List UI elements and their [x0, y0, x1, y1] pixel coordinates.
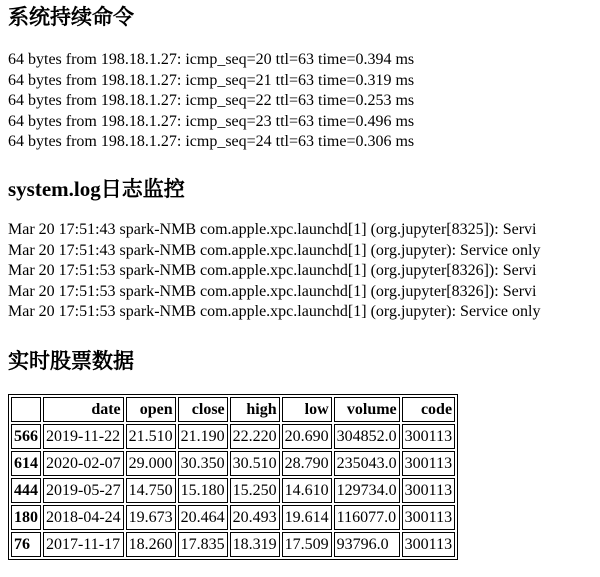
cell-volume: 304852.0 — [334, 424, 400, 449]
ping-line: 64 bytes from 198.18.1.27: icmp_seq=23 ttl=63 time=0.496 ms — [8, 112, 415, 130]
cell-close: 30.350 — [178, 451, 228, 476]
ping-line: 64 bytes from 198.18.1.27: icmp_seq=21 ttl=63 time=0.319 ms — [8, 71, 415, 89]
stock-section-title: 实时股票数据 — [8, 349, 134, 373]
cell-code: 300113 — [402, 451, 455, 476]
ping-line: 64 bytes from 198.18.1.27: icmp_seq=20 ttl=63 time=0.394 ms — [8, 51, 415, 68]
log-output — [8, 220, 540, 323]
table-row — [11, 451, 455, 476]
cell-low: 14.610 — [282, 478, 332, 503]
row-index: 444 — [11, 478, 41, 503]
cell-open: 21.510 — [126, 424, 176, 449]
ping-line: 64 bytes from 198.18.1.27: icmp_seq=24 ttl=63 time=0.306 ms — [8, 133, 415, 150]
cell-code: 300113 — [402, 532, 455, 557]
log-line: Mar 20 17:51:53 spark-NMB com.apple.xpc.launchd[1] (org.jupyter[8326]): Servi — [8, 282, 537, 300]
table-header-row — [11, 397, 455, 422]
table-row — [11, 505, 455, 530]
cell-date: 2019-11-22 — [43, 424, 124, 449]
cell-code: 300113 — [402, 424, 455, 449]
log-line: Mar 20 17:51:43 spark-NMB com.apple.xpc.launchd[1] (org.jupyter[8325]): Servi — [8, 221, 537, 238]
ping-line: 64 bytes from 198.18.1.27: icmp_seq=22 ttl=63 time=0.253 ms — [8, 92, 415, 109]
column-header-index — [11, 397, 41, 422]
cell-low: 28.790 — [282, 451, 332, 476]
cell-volume: 129734.0 — [334, 478, 400, 503]
cell-date: 2018-04-24 — [43, 505, 124, 530]
cell-high: 22.220 — [230, 424, 280, 449]
column-header-open: open — [126, 397, 176, 422]
column-header-high: high — [230, 397, 280, 422]
row-index: 76 — [11, 532, 41, 557]
cell-low: 19.614 — [282, 505, 332, 530]
cell-close: 15.180 — [178, 478, 228, 503]
cell-high: 30.510 — [230, 451, 280, 476]
cell-high: 20.493 — [230, 505, 280, 530]
cell-close: 17.835 — [178, 532, 228, 557]
cell-high: 18.319 — [230, 532, 280, 557]
row-index: 566 — [11, 424, 41, 449]
column-header-low: low — [282, 397, 332, 422]
cell-low: 20.690 — [282, 424, 332, 449]
cell-date: 2017-11-17 — [43, 532, 124, 557]
table-row — [11, 424, 455, 449]
ping-output — [8, 50, 414, 153]
cell-open: 14.750 — [126, 478, 176, 503]
column-header-date: date — [43, 397, 124, 422]
command-section-title: 系统持续命令 — [8, 5, 134, 29]
log-line: Mar 20 17:51:53 spark-NMB com.apple.xpc.launchd[1] (org.jupyter[8326]): Servi — [8, 262, 537, 279]
table-row — [11, 532, 455, 557]
column-header-volume: volume — [334, 397, 400, 422]
table-row — [11, 478, 455, 503]
log-line: Mar 20 17:51:43 spark-NMB com.apple.xpc.launchd[1] (org.jupyter): Service only — [8, 241, 541, 259]
cell-volume: 116077.0 — [334, 505, 400, 530]
cell-volume: 235043.0 — [334, 451, 400, 476]
cell-volume: 93796.0 — [334, 532, 400, 557]
cell-open: 19.673 — [126, 505, 176, 530]
cell-high: 15.250 — [230, 478, 280, 503]
column-header-close: close — [178, 397, 228, 422]
cell-code: 300113 — [402, 505, 455, 530]
column-header-code: code — [402, 397, 455, 422]
cell-date: 2020-02-07 — [43, 451, 124, 476]
log-section-title: system.log日志监控 — [8, 177, 185, 201]
row-index: 614 — [11, 451, 41, 476]
cell-low: 17.509 — [282, 532, 332, 557]
cell-code: 300113 — [402, 478, 455, 503]
cell-open: 18.260 — [126, 532, 176, 557]
cell-close: 20.464 — [178, 505, 228, 530]
cell-date: 2019-05-27 — [43, 478, 124, 503]
stock-table — [8, 394, 458, 560]
log-line: Mar 20 17:51:53 spark-NMB com.apple.xpc.launchd[1] (org.jupyter): Service only — [8, 303, 541, 320]
cell-open: 29.000 — [126, 451, 176, 476]
row-index: 180 — [11, 505, 41, 530]
cell-close: 21.190 — [178, 424, 228, 449]
